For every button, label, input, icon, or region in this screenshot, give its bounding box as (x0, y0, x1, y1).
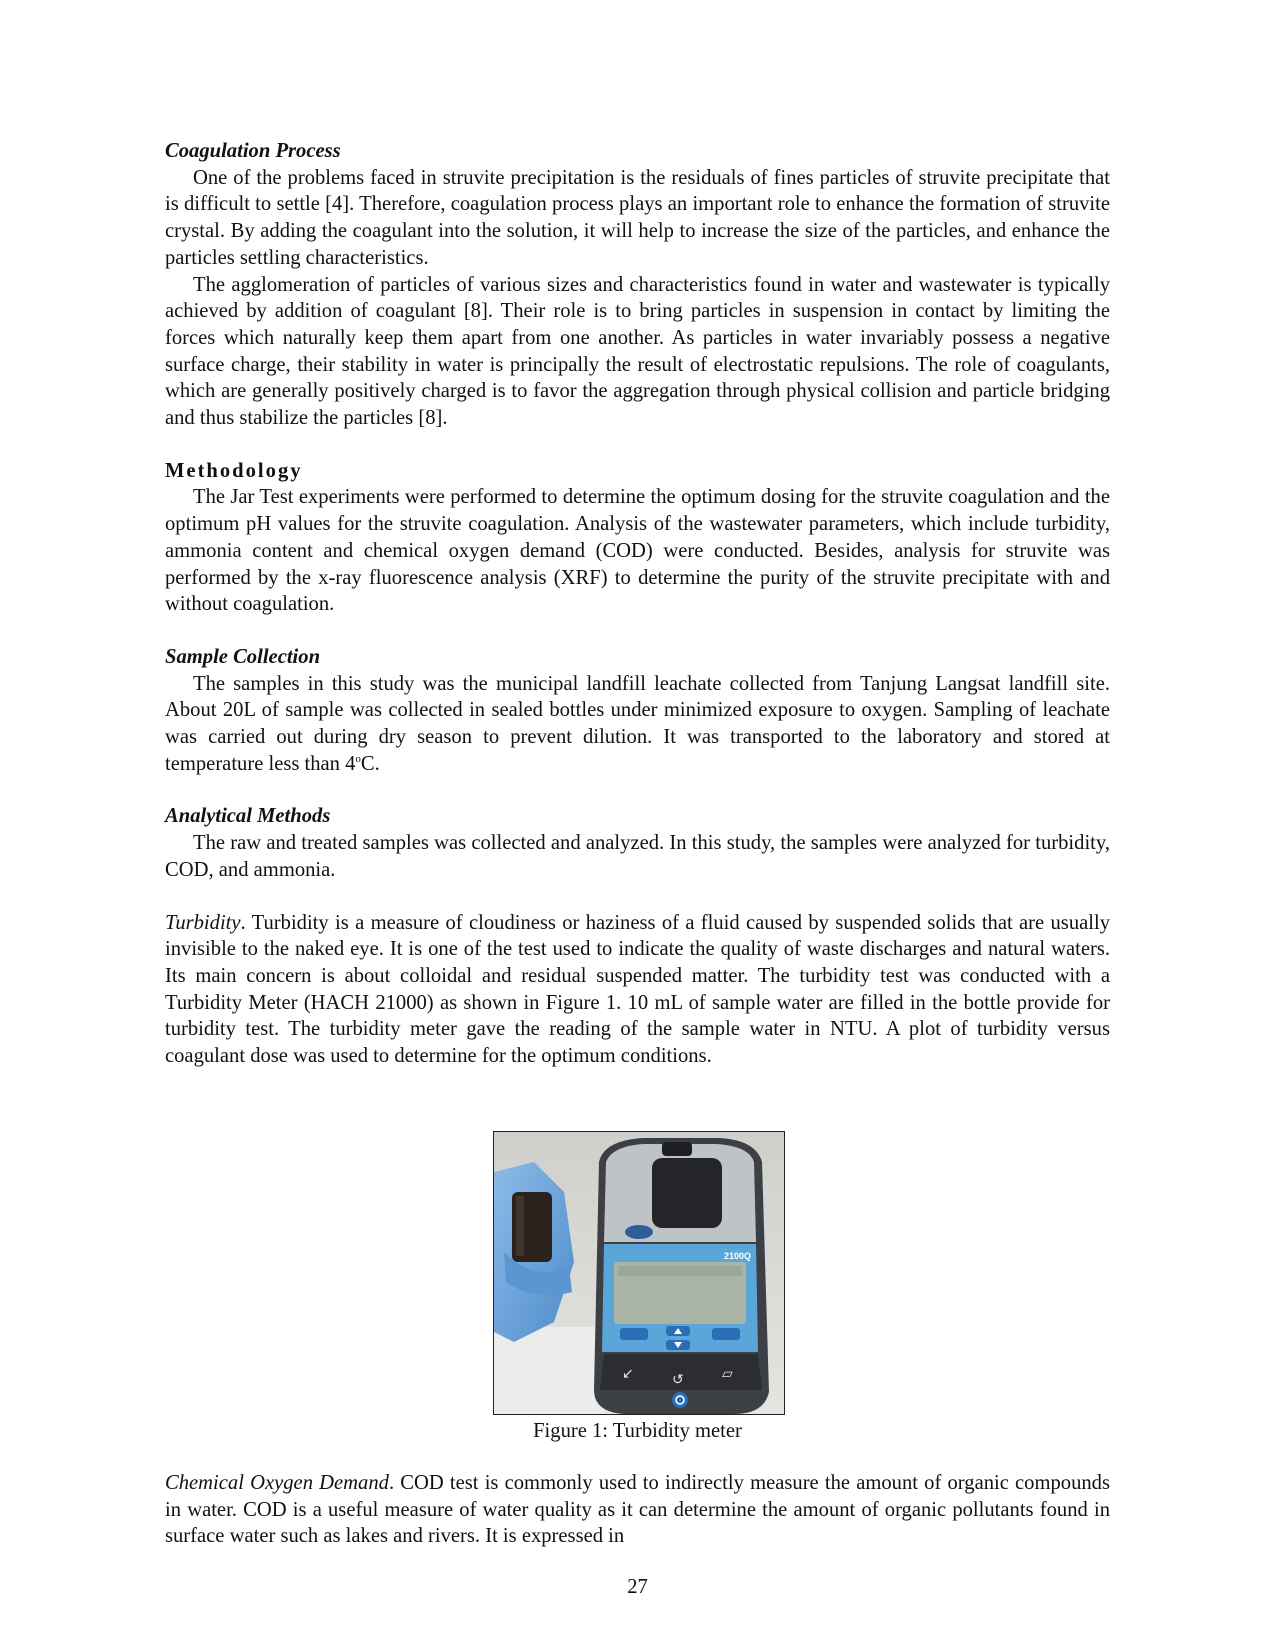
paragraph-cod-container (165, 1470, 1110, 1550)
turbidity-meter-photo (494, 1132, 784, 1414)
paragraph-cod (165, 1470, 1110, 1550)
device-button-left (620, 1328, 648, 1340)
paragraph-turbidity (165, 910, 1110, 1070)
figure-turbidity-meter (493, 1131, 785, 1415)
sample-text: The samples in this study was the municipal landfill leachate collected from Tanjung Langsat landfill site. About 20L of sample was collected in sealed bottles under minimized exposure to oxygen. Sampling of leachate was carried out during dry season to prevent dilution. It was transported to the laboratory and stored at temperature less than 4 (165, 672, 1110, 775)
device-model-label: 2100Q (724, 1251, 752, 1261)
device-lid (652, 1158, 722, 1228)
section-heading-methodology: Methodology (165, 459, 303, 482)
cod-text: . COD test is commonly used to indirectly measure the amount of organic compounds in water. COD is a useful measure of water quality as it can determine the amount of organic pollutants found in surface water such as lakes and rivers. It is expressed in (165, 1472, 1110, 1548)
sample-text-end: C. (360, 752, 380, 775)
paragraph-methodology: The Jar Test experiments were performed to determine the optimum dosing for the struvite coagulation and the optimum pH values for the struvite coagulation. Analysis of the wastewater parameters, which include turbidity, ammonia content and chemical oxygen demand (COD) were conducted. Besides, analysis for struvite was performed by the x-ray fluorescence analysis (XRF) to determine the purity of the struvite precipitate with and without coagulation. (165, 486, 1110, 616)
paragraph-coagulation-1: One of the problems faced in struvite precipitation is the residuals of fines particles of struvite precipitate that is difficult to settle [4]. Therefore, coagulation process plays an important role to enhance the formation of struvite crystal. By adding the coagulant into the solution, it will help to increase the size of the particles, and enhance the particles settling characteristics. (165, 166, 1110, 269)
page-number: 27 (627, 1576, 648, 1598)
figure-caption: Figure 1: Turbidity meter (533, 1420, 742, 1442)
svg-text:↙: ↙ (622, 1366, 634, 1382)
power-button (672, 1392, 688, 1408)
cod-lead: Chemical Oxygen Demand (165, 1472, 389, 1494)
svg-text:↺: ↺ (672, 1372, 684, 1388)
section-heading-coagulation: Coagulation Process (165, 140, 341, 162)
paragraph-analytical-methods: The raw and treated samples was collected and analyzed. In this study, the samples were analyzed for turbidity, COD, and ammonia. (165, 832, 1110, 881)
degree-superscript: o (355, 752, 361, 765)
paragraph-coagulation-2: The agglomeration of particles of various sizes and characteristics found in water and wastewater is typically achieved by addition of coagulant [8]. Their role is to bring particles in suspension in contact by limiting the forces which naturally keep them apart from one another. As particles in water invariably possess a negative surface charge, their stability in water is principally the result of electrostatic repulsions. The role of coagulants, which are generally positively charged is to favor the aggregation through physical collision and particle bridging and thus stabilize the particles [8]. (165, 273, 1110, 430)
section-heading-analytical-methods: Analytical Methods (165, 805, 331, 828)
svg-text:▱: ▱ (722, 1366, 733, 1382)
turbidity-lead: Turbidity (165, 911, 241, 934)
section-heading-sample-collection: Sample Collection (165, 645, 321, 668)
device-button-right (712, 1328, 740, 1340)
turbidity-text: . Turbidity is a measure of cloudiness or haziness of a fluid caused by suspended solids that are usually invisible to the naked eye. It is one of the test used to indicate the quality of waste discharges and natural waters. Its main concern is about colloidal and residual suspended matter. The turbidity test was conducted with a Turbidity Meter (HACH 21000) as shown in Figure 1. 10 mL of sample water are filled in the bottle provide for turbidity test. The turbidity meter gave the reading of the sample water in NTU. A plot of turbidity versus coagulant dose was used to determine for the optimum conditions. (165, 911, 1110, 1068)
paragraph-sample-collection (165, 671, 1110, 778)
page-body (165, 138, 1110, 1070)
